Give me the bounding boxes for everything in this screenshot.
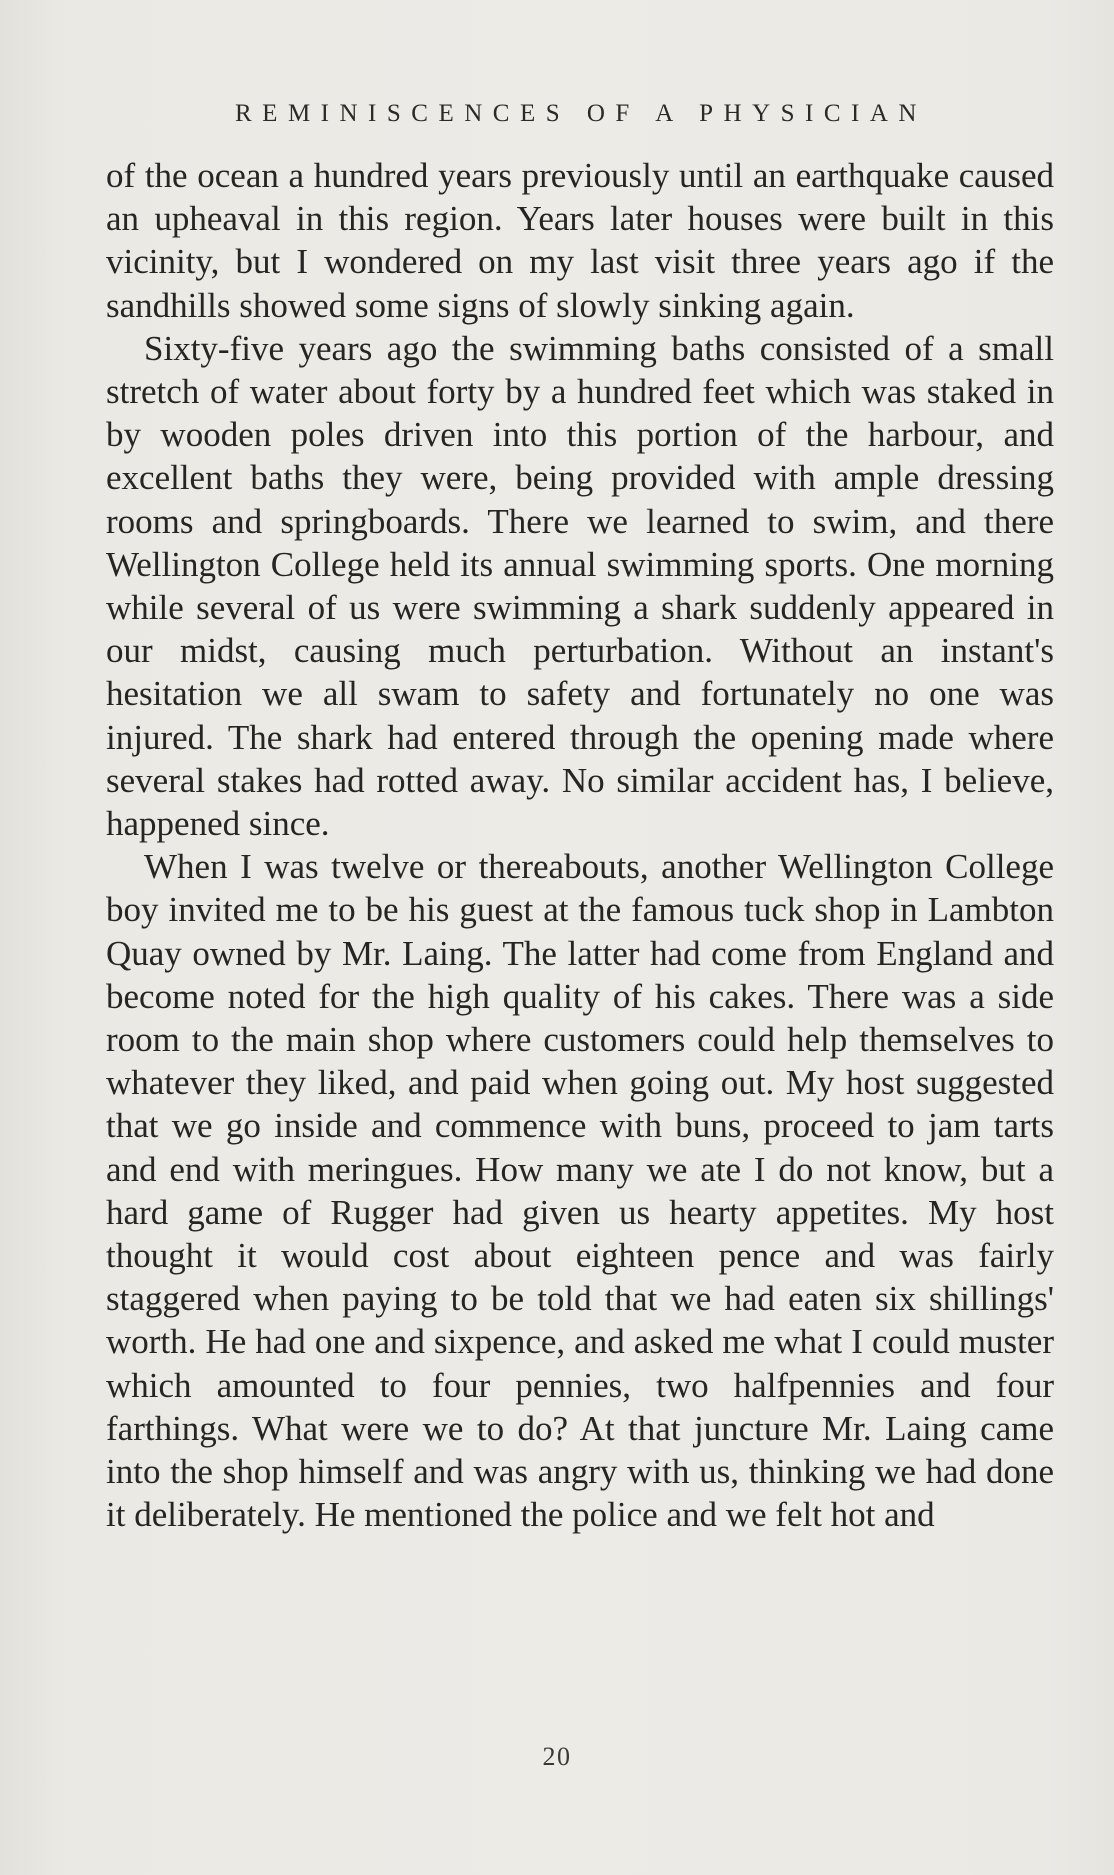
- running-head: REMINISCENCES OF A PHYSICIAN: [235, 100, 927, 127]
- paragraph-swimming-baths: Sixty-five years ago the swimming baths consisted of a small stretch of water about forty by a hundred feet which was staked in by wooden poles driven into this portion of the harbour, and excellent baths they were, being provided with ample dressing rooms and springboards. There we learned to swim, and there Wellington College held its annual swimming sports. One morning while several of us were swimming a shark suddenly appeared in our midst, causing much perturbation. Without an instant's hesitation we all swam to safety and fortunately no one was injured. The shark had entered through the opening made where several stakes had rotted away. No similar accident has, I believe, happened since.: [106, 328, 1054, 844]
- body-text: [106, 154, 1054, 1537]
- paragraph-continuation: of the ocean a hundred years previously until an earthquake caused an upheaval in this region. Years later houses were built in this vicinity, but I wondered on my last visit three years ago if the sandhills showed some signs of slowly sinking again.: [106, 156, 1054, 325]
- paragraph-tuck-shop: When I was twelve or thereabouts, another Wellington College boy invited me to be his guest at the famous tuck shop in Lambton Quay owned by Mr. Laing. The latter had come from England and become noted for the high quality of his cakes. There was a side room to the main shop where customers could help themselves to whatever they liked, and paid when going out. My host suggested that we go inside and commence with buns, proceed to jam tarts and end with meringues. How many we ate I do not know, but a hard game of Rugger had given us hearty appetites. My host thought it would cost about eighteen pence and was fairly staggered when paying to be told that we had eaten six shillings' worth. He had one and sixpence, and asked me what I could muster which amounted to four pennies, two halfpennies and four farthings. What were we to do? At that juncture Mr. Laing came into the shop himself and was angry with us, thinking we had done it deliberately. He mentioned the police and we felt hot and: [106, 847, 1054, 1535]
- page-number: 20: [542, 1742, 572, 1771]
